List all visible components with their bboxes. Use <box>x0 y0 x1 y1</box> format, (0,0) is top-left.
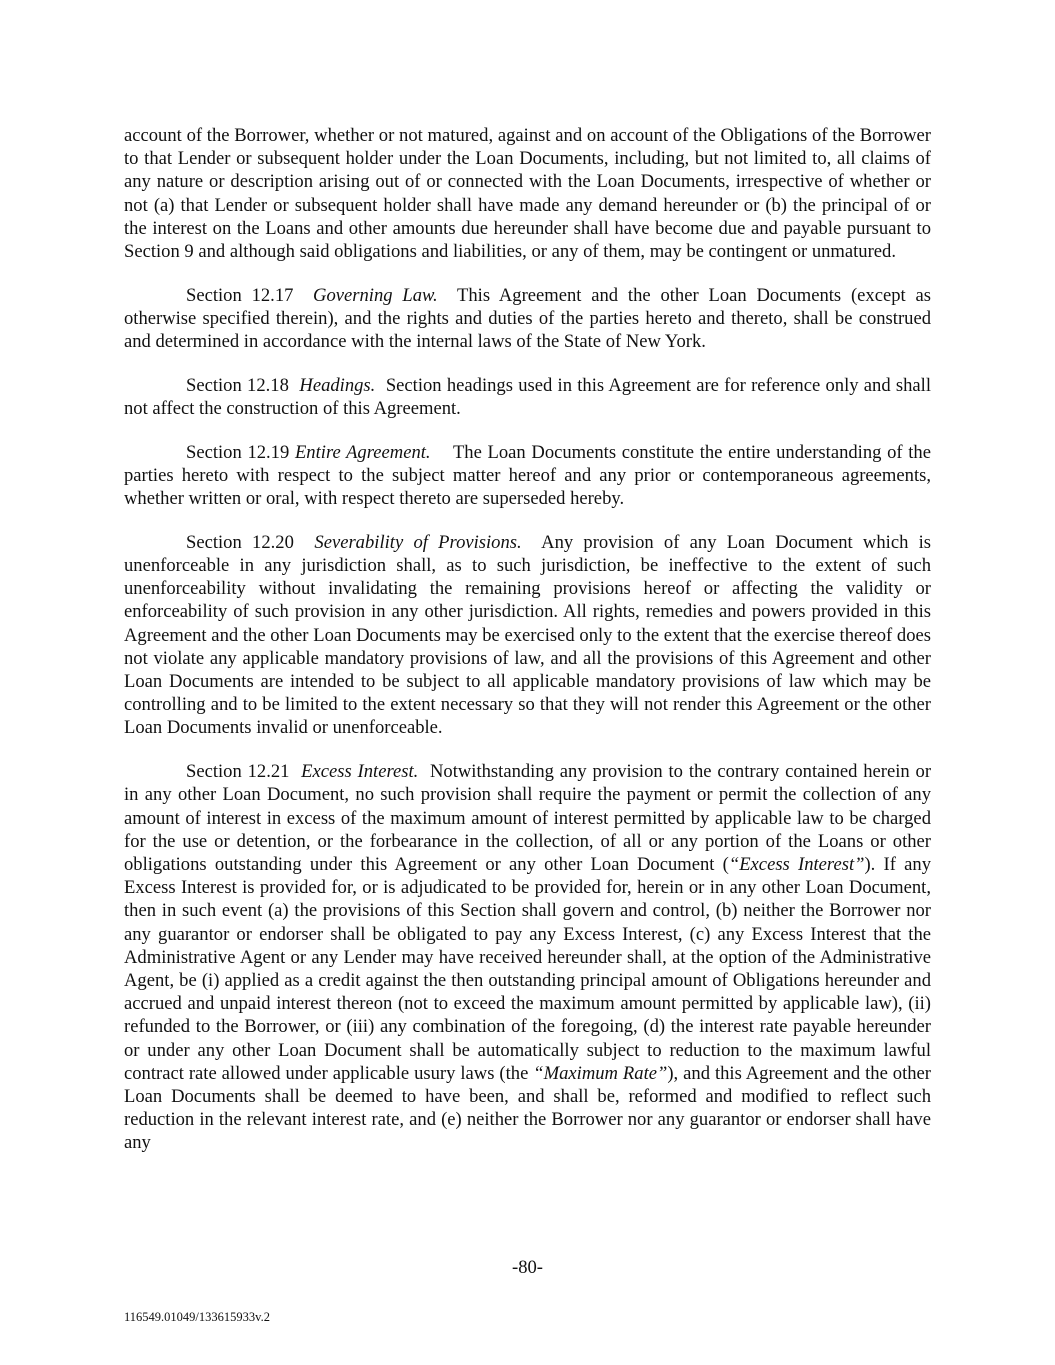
defined-term-maximum-rate: “Maximum Rate” <box>533 1062 668 1084</box>
document-id: 116549.01049/133615933v.2 <box>124 1310 270 1324</box>
section-text: Section headings used in this Agreement are for reference only and shall not affect the construction of this Agreement. <box>124 374 932 420</box>
section-heading: Headings. <box>299 374 376 396</box>
section-heading: Excess Interest. <box>301 761 419 783</box>
defined-term-excess-interest: “Excess Interest” <box>728 853 865 875</box>
section-text-part1: Notwithstanding any provision to the contrary contained herein or in any other Loan Document, no such provision shall require the payment or permit the collection of any amount of interest in excess of the maximum amount of interest permitted by applicable law to be charged for the use or detention, or the forbearance in the collection, of all or any portion of the Loans or other obligations outstanding under this Agreement or any other Loan Document ( <box>124 761 932 875</box>
section-heading: Governing Law. <box>313 284 438 306</box>
section-12-20 <box>124 531 931 740</box>
section-12-17 <box>124 284 931 354</box>
section-text: Any provision of any Loan Document which is unenforceable in any jurisdiction shall, as to such jurisdiction, be ineffective to the extent of such unenforceability without invalidating the remaining provisions hereof or affecting the validity or enforceability of such provision in any other jurisdiction. All rights, remedies and powers provided in this Agreement and the other Loan Documents may be exercised only to the extent that the exercise thereof does not violate any applicable mandatory provisions of law, and all the provisions of this Agreement and other Loan Documents are intended to be subject to all applicable mandatory provisions of law which may be controlling and to be limited to the extent necessary so that they will not render this Agreement or the other Loan Documents invalid or unenforceable. <box>124 531 932 739</box>
section-12-21 <box>124 760 931 1154</box>
section-text-part3: ), and this Agreement and the other Loan Documents shall be deemed to have been, and shall be, reformed and modified to reflect such reduction in the relevant interest rate, and (e) neither the Borrower nor any guarantor or endorser shall have any <box>124 1062 931 1154</box>
section-number: Section 12.17 <box>186 284 294 306</box>
section-12-18 <box>124 374 931 420</box>
document-body <box>124 124 931 1175</box>
section-text: This Agreement and the other Loan Documents (except as otherwise specified therein), and the rights and duties of the parties hereto and thereto, shall be construed and determined in accordance with the internal laws of the State of New York. <box>124 284 931 353</box>
section-heading: Severability of Provisions. <box>314 531 522 553</box>
section-heading: Entire Agreement. <box>294 441 431 463</box>
section-text: The Loan Documents constitute the entire understanding of the parties hereto with respect to the subject matter hereof and any prior or contemporaneous agreements, whether written or oral, with respect thereto are superseded hereby. <box>124 441 931 510</box>
section-number: Section 12.21 <box>186 761 290 783</box>
page-number: -80- <box>512 1257 543 1278</box>
section-number: Section 12.18 <box>186 374 289 396</box>
section-number: Section 12.20 <box>186 531 294 553</box>
section-text-part2: ). If any Excess Interest is provided for, or is adjudicated to be provided for, herein or in any other Loan Document, then in such event (a) the provisions of this Section shall govern and control, (b) neither the Borrower nor any guarantor or endorser shall be obligated to pay any Excess Interest, (c) any Excess Interest that the Administrative Agent or any Lender may have received hereunder shall, at the option of the Administrative Agent, be (i) applied as a credit against the then outstanding principal amount of Obligations hereunder and accrued and unpaid interest thereon (not to exceed the maximum amount permitted by applicable law), (ii) refunded to the Borrower, or (iii) any combination of the foregoing, (d) the interest rate payable hereunder or under any other Loan Document shall be automatically subject to reduction to the maximum lawful contract rate allowed under applicable usury laws (the <box>124 853 931 1084</box>
continuation-paragraph: account of the Borrower, whether or not matured, against and on account of the Obligations of the Borrower to that Lender or subsequent holder under the Loan Documents, including, but not limited to, all claims of any nature or description arising out of or connected with the Loan Documents, irrespective of whether or not (a) that Lender or subsequent holder shall have made any demand hereunder or (b) the principal of or the interest on the Loans and other amounts due hereunder shall have become due and payable pursuant to Section 9 and although said obligations and liabilities, or any of them, may be contingent or unmatured. <box>124 125 931 263</box>
section-number: Section 12.19 <box>186 441 290 463</box>
section-12-19 <box>124 441 931 511</box>
